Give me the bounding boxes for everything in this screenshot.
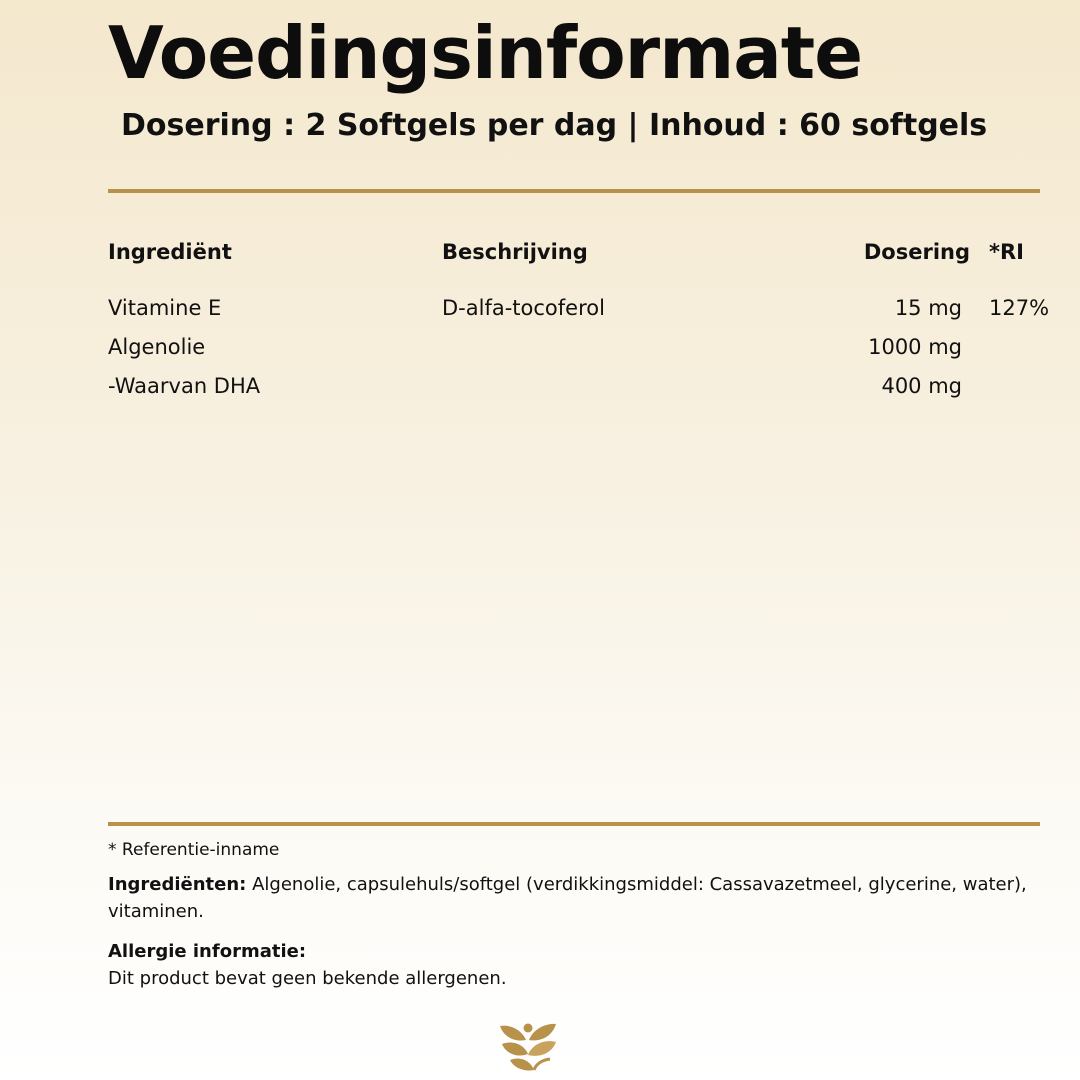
bottom-divider (108, 822, 1040, 826)
ri-footnote: * Referentie-inname (108, 840, 280, 860)
cell-ingredient: Algenolie (108, 335, 206, 359)
cell-ri: 127% (989, 296, 1050, 320)
column-header-dosage: Dosering (863, 240, 970, 264)
cell-ingredient: -Waarvan DHA (108, 374, 261, 398)
column-header-description: Beschrijving (442, 240, 588, 264)
table-row (108, 370, 1048, 409)
table-header-row (108, 236, 1048, 292)
column-header-ingredient: Ingrediënt (108, 240, 232, 264)
ingredients-text: Algenolie, capsulehuls/softgel (verdikkingsmiddel: Cassavazetmeel, glycerine, water), vitaminen. (108, 874, 1027, 922)
dosage-summary: Dosering : 2 Softgels per dag | Inhoud : 60 softgels (121, 108, 988, 143)
cell-ingredient: Vitamine E (108, 296, 222, 320)
allergy-text: Dit product bevat geen bekende allergenen. (108, 968, 507, 989)
cell-dosage: 15 mg (894, 296, 962, 320)
cell-dosage: 400 mg (881, 374, 962, 398)
cell-description: D-alfa-tocoferol (442, 296, 605, 320)
ingredients-statement (108, 871, 1078, 925)
leaf-person-logo-icon (498, 1020, 558, 1072)
top-divider (108, 189, 1040, 193)
cell-dosage: 1000 mg (868, 335, 962, 359)
column-header-ri: *RI (989, 240, 1024, 264)
page-title: Voedingsinformate (108, 11, 863, 95)
allergy-heading: Allergie informatie: (108, 941, 307, 962)
table-row (108, 331, 1048, 370)
table-row (108, 292, 1048, 331)
nutrition-table (108, 236, 1048, 409)
ingredients-label: Ingrediënten: (108, 874, 247, 895)
